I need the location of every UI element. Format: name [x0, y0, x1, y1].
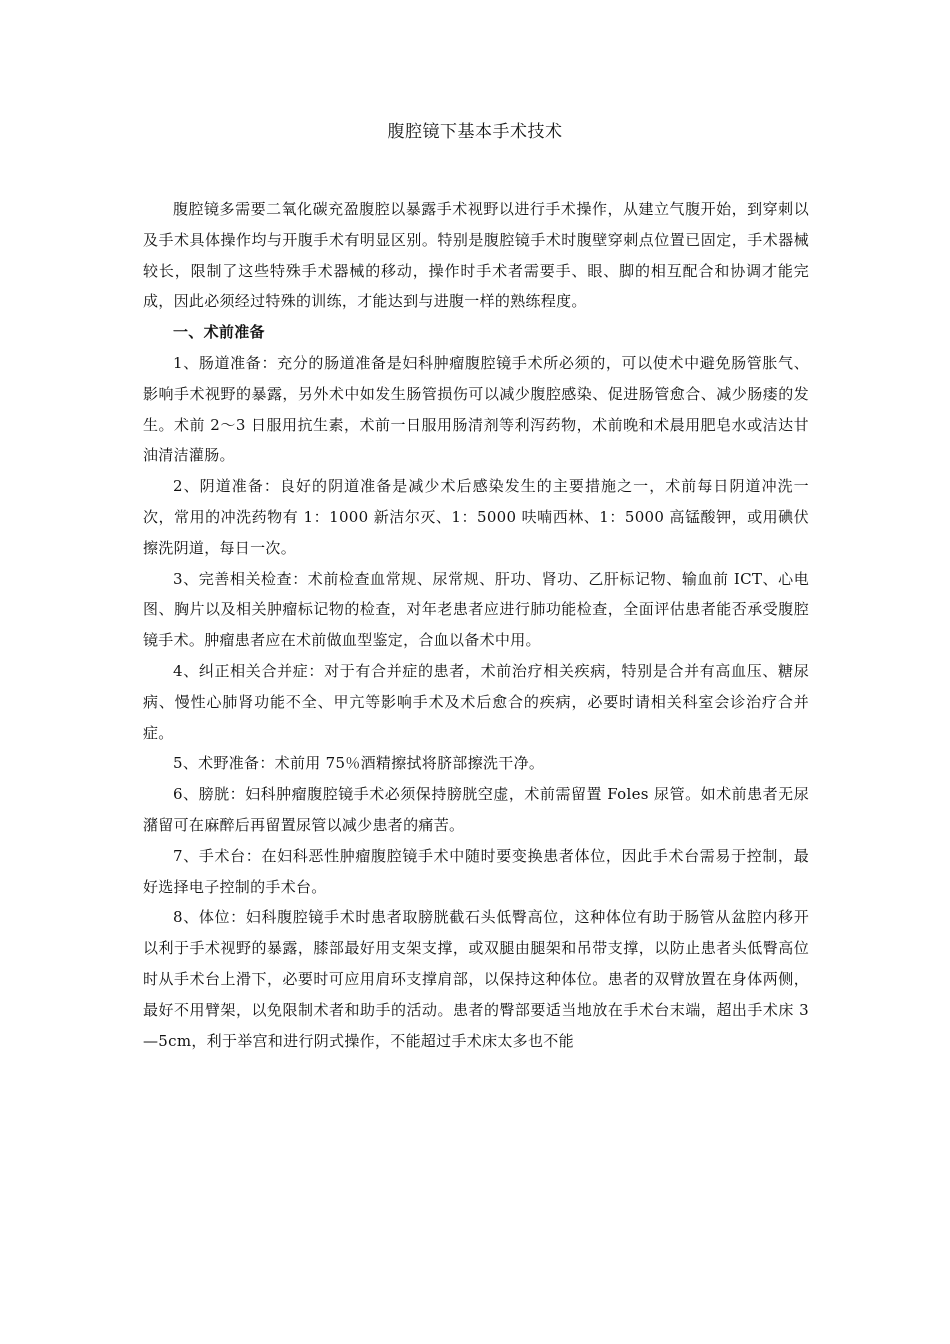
item-vaginal-prep: 2、阴道准备：良好的阴道准备是减少术后感染发生的主要措施之一，术前每日阴道冲洗一次，常用的冲洗药物有 1：1000 新洁尔灭、1：5000 呋喃西林、1：5000 高锰酸钾，或用碘伏擦洗阴道，每日一次。 — [143, 477, 809, 557]
intro-paragraph: 腹腔镜多需要二氧化碳充盈腹腔以暴露手术视野以进行手术操作，从建立气腹开始，到穿刺以及手术具体操作均与开腹手术有明显区别。特别是腹腔镜手术时腹壁穿刺点位置已固定，手术器械较长，限制了这些特殊手术器械的移动，操作时手术者需要手、眼、脚的相互配合和协调才能完成，因此必须经过特殊的训练，才能达到与进腹一样的熟练程度。 — [143, 200, 809, 311]
document-title: 腹腔镜下基本手术技术 — [387, 122, 563, 142]
item-operating-table: 7、手术台：在妇科恶性肿瘤腹腔镜手术中随时要变换患者体位，因此手术台需易于控制，最好选择电子控制的手术台。 — [143, 846, 809, 896]
item-related-exams: 3、完善相关检查：术前检查血常规、尿常规、肝功、肾功、乙肝标记物、输血前 ICT、心电图、胸片以及相关肿瘤标记物的检查，对年老患者应进行肺功能检查，全面评估患者能否承受腹腔镜手术。肿瘤患者应在术前做血型鉴定，合血以备术中用。 — [143, 569, 809, 650]
item-comorbidities: 4、纠正相关合并症：对于有合并症的患者，术前治疗相关疾病，特别是合并有高血压、糖尿病、慢性心肺肾功能不全、甲亢等影响手术及术后愈合的疾病，必要时请相关科室会诊治疗合并症。 — [143, 661, 809, 742]
document-body — [143, 194, 809, 1056]
section-heading: 一、术前准备 — [173, 323, 265, 342]
item-position: 8、体位：妇科腹腔镜手术时患者取膀胱截石头低臀高位，这种体位有助于肠管从盆腔内移开以利于手术视野的暴露，膝部最好用支架支撑，或双腿由腿架和吊带支撑，以防止患者头低臀高位时从手术台上滑下，必要时可应用肩环支撑肩部，以保持这种体位。患者的双臂放置在身体两侧，最好不用臂架，以免限制术者和助手的活动。患者的臀部要适当地放在手术台末端，超出手术床 3—5cm，利于举宫和进行阴式操作，不能超过手术床太多也不能 — [143, 908, 809, 1050]
item-field-prep: 5、术野准备：术前用 75％酒精擦拭将脐部擦洗干净。 — [173, 754, 545, 773]
item-bowel-prep: 1、肠道准备：充分的肠道准备是妇科肿瘤腹腔镜手术所必须的，可以使术中避免肠管胀气、影响手术视野的暴露，另外术中如发生肠管损伤可以减少腹腔感染、促进肠管愈合、减少肠瘘的发生。术前 2～3 日服用抗生素，术前一日服用肠清剂等利泻药物，术前晚和术晨用肥皂水或洁达甘油清洁灌肠。 — [143, 353, 809, 465]
item-bladder: 6、膀胱：妇科肿瘤腹腔镜手术必须保持膀胱空虚，术前需留置 Foles 尿管。如术前患者无尿潴留可在麻醉后再留置尿管以减少患者的痛苦。 — [143, 785, 809, 834]
